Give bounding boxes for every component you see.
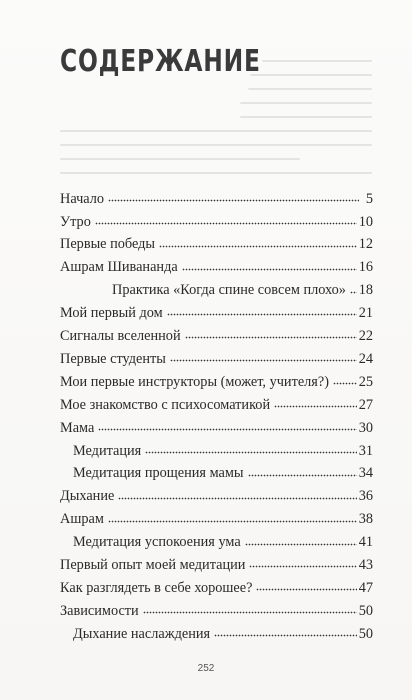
toc-entry-page: 43: [358, 557, 373, 574]
bleed-through-line: [60, 172, 372, 174]
toc-leader-dots: [143, 610, 357, 615]
toc-leader-dots: [350, 290, 357, 295]
toc-entry-page: 34: [358, 465, 373, 482]
page-number: 252: [197, 663, 215, 674]
toc-leader-dots: [145, 450, 356, 455]
toc-entry-title: Дыхание: [60, 488, 115, 505]
toc-leader-dots: [95, 221, 357, 226]
toc-entry: [60, 504, 373, 527]
toc-leader-dots: [248, 473, 357, 478]
toc-leader-dots: [182, 267, 357, 272]
toc-entry-page: 50: [358, 602, 373, 619]
toc-entry: [60, 183, 373, 206]
toc-leader-dots: [108, 198, 359, 203]
toc-entry: [60, 366, 373, 389]
bleed-through-line: [240, 102, 372, 104]
toc-entry: [60, 618, 373, 641]
bleed-through-line: [240, 116, 372, 118]
table-of-contents: [60, 183, 373, 641]
toc-entry-page: 18: [358, 282, 373, 299]
toc-entry: [60, 343, 373, 366]
toc-leader-dots: [245, 542, 357, 547]
toc-leader-dots: [249, 564, 356, 569]
toc-entry: [60, 298, 373, 321]
toc-entry-title: Мой первый дом: [60, 305, 163, 322]
bleed-through-line: [60, 158, 300, 160]
toc-entry: [60, 275, 373, 298]
toc-entry-page: 24: [358, 350, 373, 367]
toc-entry-page: 12: [358, 236, 373, 253]
toc-entry-page: 22: [358, 328, 373, 345]
toc-entry: [60, 206, 373, 229]
bleed-through-line: [250, 74, 372, 76]
toc-entry: [60, 527, 373, 550]
toc-entry-page: 50: [358, 625, 373, 642]
bleed-through-line: [60, 130, 372, 132]
toc-entry-page: 36: [358, 488, 373, 505]
toc-entry-title: Сигналы вселенной: [60, 328, 181, 345]
page-title: СОДЕРЖАНИЕ: [60, 44, 261, 79]
toc-leader-dots: [159, 244, 357, 249]
toc-entry-page: 31: [358, 442, 373, 459]
toc-entry-title: Ашрам: [60, 511, 104, 528]
toc-entry-page: 30: [358, 419, 373, 436]
toc-leader-dots: [167, 312, 357, 317]
toc-entry: [60, 435, 373, 458]
toc-entry-title: Дыхание наслаждения: [73, 625, 211, 642]
toc-entry: [60, 572, 373, 595]
bleed-through-line: [248, 88, 372, 90]
toc-entry-title: Мама: [60, 419, 95, 436]
toc-leader-dots: [170, 358, 357, 363]
toc-entry: [60, 481, 373, 504]
toc-entry: [60, 320, 373, 343]
bleed-through-line: [262, 60, 372, 62]
toc-entry-title: Медитация прощения мамы: [73, 465, 244, 482]
toc-entry-page: 16: [358, 259, 373, 276]
toc-entry-title: Как разглядеть в себе хорошее?: [60, 580, 253, 597]
toc-leader-dots: [98, 427, 356, 432]
toc-entry-page: 27: [358, 396, 373, 413]
toc-leader-dots: [333, 381, 357, 386]
toc-entry-title: Первые студенты: [60, 350, 166, 367]
toc-entry-title: Начало: [60, 190, 105, 207]
toc-entry-title: Мои первые инструкторы (может, учителя?): [60, 373, 329, 390]
toc-entry-page: 47: [358, 580, 373, 597]
toc-entry: [60, 595, 373, 618]
toc-entry-title: Первые победы: [60, 236, 156, 253]
toc-entry-title: Ашрам Шивананда: [60, 259, 178, 276]
toc-entry-page: 10: [358, 213, 373, 230]
toc-entry-page: 25: [358, 373, 373, 390]
toc-entry-page: 5: [365, 190, 373, 207]
toc-entry-title: Утро: [60, 213, 91, 230]
toc-entry-title: Зависимости: [60, 602, 139, 619]
toc-entry-title: Медитация: [73, 442, 142, 459]
toc-leader-dots: [256, 587, 356, 592]
toc-entry: [60, 458, 373, 481]
toc-entry: [60, 389, 373, 412]
toc-entry: [60, 550, 373, 573]
toc-entry-page: 38: [358, 511, 373, 528]
toc-entry-title: Мое знакомство с психосоматикой: [60, 396, 271, 413]
toc-entry: [60, 412, 373, 435]
toc-leader-dots: [185, 335, 357, 340]
toc-entry-page: 21: [358, 305, 373, 322]
bleed-through-line: [60, 144, 372, 146]
toc-leader-dots: [274, 404, 357, 409]
toc-entry-title: Первый опыт моей медитации: [60, 557, 246, 574]
toc-leader-dots: [118, 496, 356, 501]
toc-entry-page: 41: [358, 534, 373, 551]
toc-leader-dots: [214, 633, 357, 638]
toc-entry: [60, 229, 373, 252]
toc-entry-title: Медитация успокоения ума: [73, 534, 241, 551]
toc-leader-dots: [108, 519, 357, 524]
toc-entry: [60, 252, 373, 275]
toc-entry-title: Практика «Когда спине совсем плохо»: [112, 282, 346, 299]
